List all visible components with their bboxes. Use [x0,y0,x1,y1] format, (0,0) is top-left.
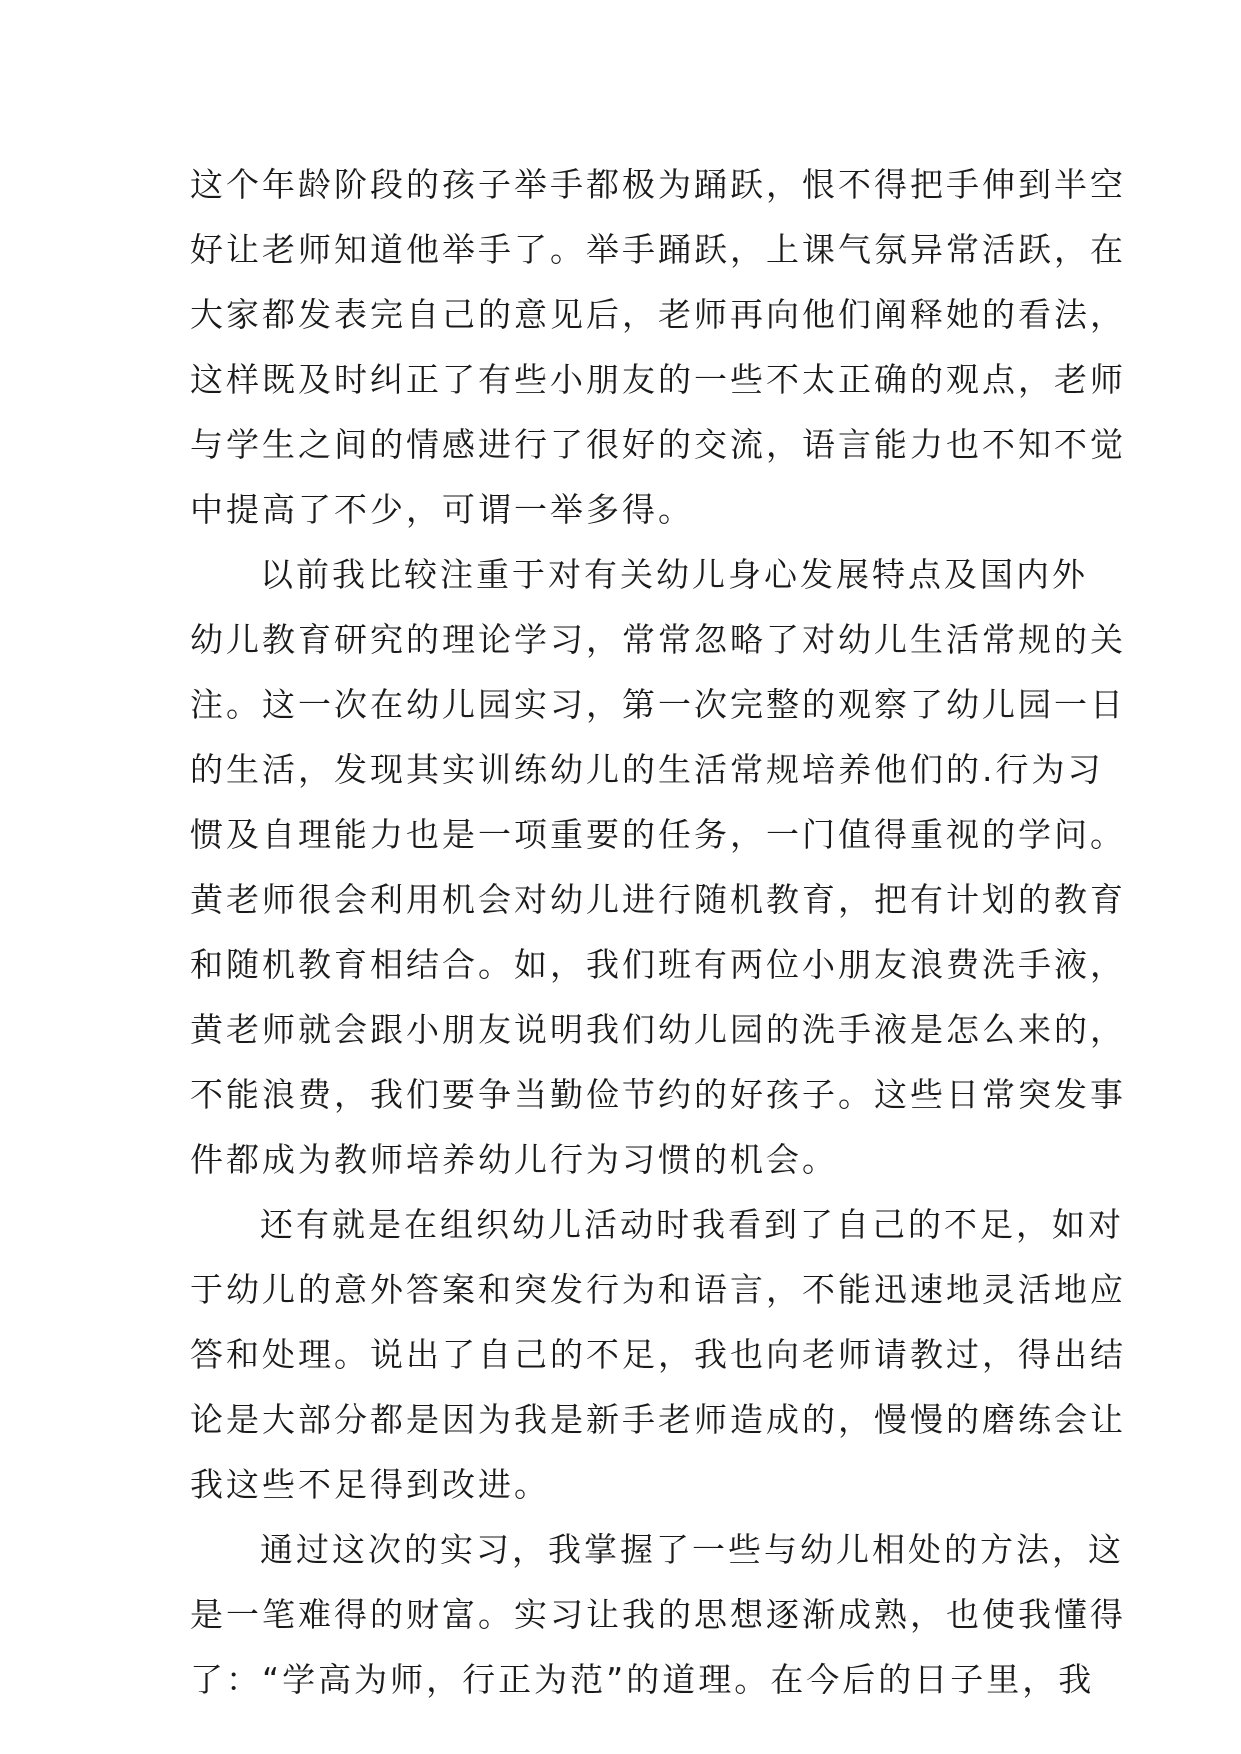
paragraph-first-line: 还有就是在组织幼儿活动时我看到了自己的不足，如对 [260,1205,1124,1244]
text-line: 黄老师很会利用机会对幼儿进行随机教育，把有计划的教育 [190,880,1126,919]
text-line: 好让老师知道他举手了。举手踊跃，上课气氛异常活跃，在 [190,230,1126,269]
text-line: 惯及自理能力也是一项重要的任务，一门值得重视的学问。 [190,815,1126,854]
text-line: 注。这一次在幼儿园实习，第一次完整的观察了幼儿园一日 [190,685,1126,724]
text-line: 的生活，发现其实训练幼儿的生活常规培养他们的.行为习 [190,750,1104,789]
text-line: 于幼儿的意外答案和突发行为和语言，不能迅速地灵活地应 [190,1270,1126,1309]
text-line: 大家都发表完自己的意见后，老师再向他们阐释她的看法， [190,295,1126,334]
text-line: 我这些不足得到改进。 [190,1465,550,1504]
paragraph-first-line: 通过这次的实习，我掌握了一些与幼儿相处的方法，这 [260,1530,1124,1569]
text-line: 中提高了不少，可谓一举多得。 [190,490,694,529]
text-line: 和随机教育相结合。如，我们班有两位小朋友浪费洗手液， [190,945,1126,984]
text-line: 不能浪费，我们要争当勤俭节约的好孩子。这些日常突发事 [190,1075,1126,1114]
text-line: 黄老师就会跟小朋友说明我们幼儿园的洗手液是怎么来的， [190,1010,1126,1049]
text-line: 这个年龄阶段的孩子举手都极为踊跃，恨不得把手伸到半空 [190,165,1126,204]
text-line: 是一笔难得的财富。实习让我的思想逐渐成熟，也使我懂得 [190,1595,1126,1634]
paragraph-first-line: 以前我比较注重于对有关幼儿身心发展特点及国内外 [260,555,1088,594]
text-line: 了：“学高为师，行正为范”的道理。在今后的日子里，我 [190,1660,1095,1699]
text-line: 与学生之间的情感进行了很好的交流，语言能力也不知不觉 [190,425,1126,464]
text-line: 答和处理。说出了自己的不足，我也向老师请教过，得出结 [190,1335,1126,1374]
body-text [190,152,1126,1712]
text-line: 这样既及时纠正了有些小朋友的一些不太正确的观点，老师 [190,360,1126,399]
text-line: 论是大部分都是因为我是新手老师造成的，慢慢的磨练会让 [190,1400,1126,1439]
text-line: 件都成为教师培养幼儿行为习惯的机会。 [190,1140,838,1179]
text-line: 幼儿教育研究的理论学习，常常忽略了对幼儿生活常规的关 [190,620,1126,659]
